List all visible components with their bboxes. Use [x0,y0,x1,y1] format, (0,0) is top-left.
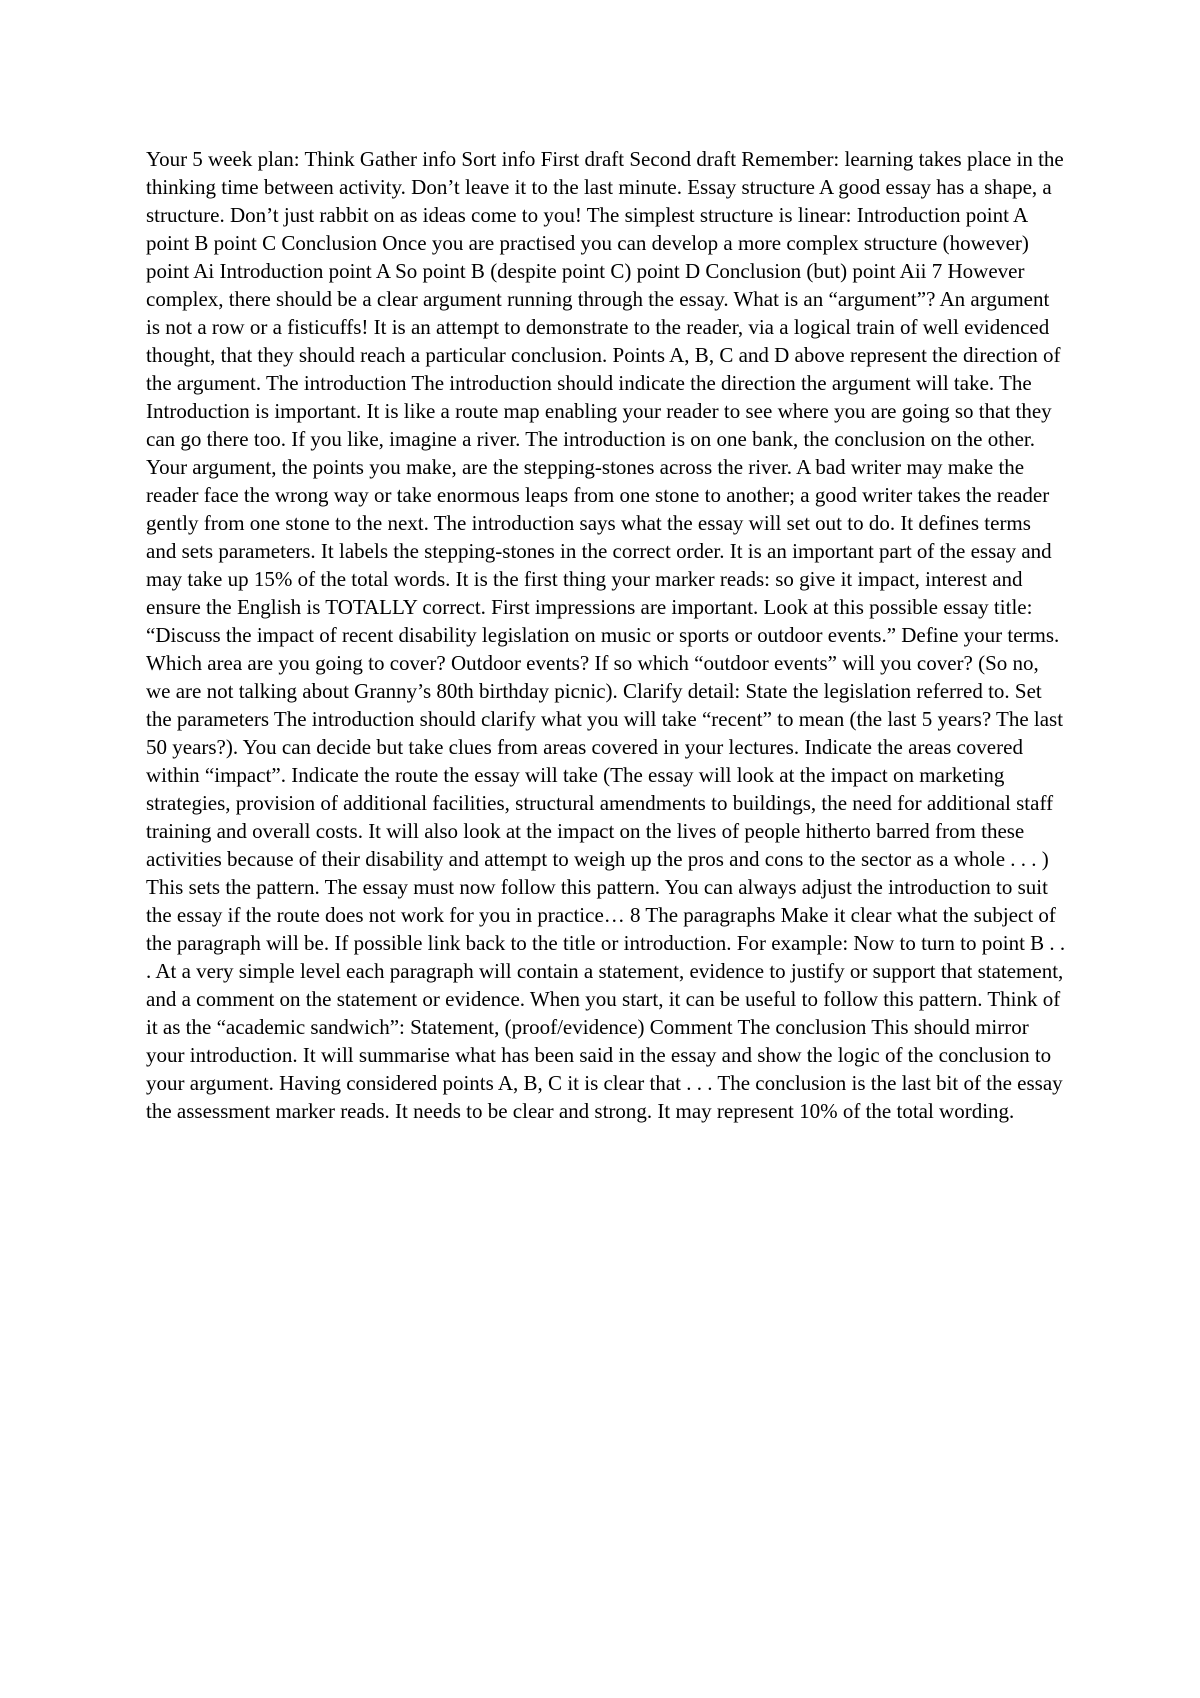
body-text: Your 5 week plan: Think Gather info Sort info First draft Second draft Remember: learning takes place in the thinking time between activity. Don’t leave it to the last minute. Essay structure A good essay has a shape, a structure. Don’t just rabbit on as ideas come to you! The simplest structure is linear: Introduction point A point B point C Conclusion Once you are practised you can develop a more complex structure (however) point Ai Introduction point A So point B (despite point C) point D Conclusion (but) point Aii 7 However complex, there should be a clear argument running through the essay. What is an “argument”? An argument is not a row or a fisticuffs! It is an attempt to demonstrate to the reader, via a logical train of well evidenced thought, that they should reach a particular conclusion. Points A, B, C and D above represent the direction of the argument. The introduction The introduction should indicate the direction the argument will take. The Introduction is important. It is like a route map enabling your reader to see where you are going so that they can go there too. If you like, imagine a river. The introduction is on one bank, the conclusion on the other. Your argument, the points you make, are the stepping-stones across the river. A bad writer may make the reader face the wrong way or take enormous leaps from one stone to another; a good writer takes the reader gently from one stone to the next. The introduction says what the essay will set out to do. It defines terms and sets parameters. It labels the stepping-stones in the correct order. It is an important part of the essay and may take up 15% of the total words. It is the first thing your marker reads: so give it impact, interest and ensure the English is TOTALLY correct. First impressions are important. Look at this possible essay title: “Discuss the impact of recent disability legislation on music or sports or outdoor events.” Define your terms. Which area are you going to cover? Outdoor events? If so which “outdoor events” will you cover? (So no, we are not talking about Granny’s 80th birthday picnic). Clarify detail: State the legislation referred to. Set the parameters The introduction should clarify what you will take “recent” to mean (the last 5 years? The last 50 years?). You can decide but take clues from areas covered in your lectures. Indicate the areas covered within “impact”. Indicate the route the essay will take (The essay will look at the impact on marketing strategies, provision of additional facilities, structural amendments to buildings, the need for additional staff training and overall costs. It will also look at the impact on the lives of people hitherto barred from these activities because of their disability and attempt to weigh up the pros and cons to the sector as a whole . . . ) This sets the pattern. The essay must now follow this pattern. You can always adjust the introduction to suit the essay if the route does not work for you in practice… 8 The paragraphs Make it clear what the subject of the paragraph will be. If possible link back to the title or introduction. For example: Now to turn to point B . . . At a very simple level each paragraph will contain a statement, evidence to justify or support that statement, and a comment on the statement or evidence. When you start, it can be useful to follow this pattern. Think of it as the “academic sandwich”: Statement, (proof/evidence) Comment The conclusion This should mirror your introduction. It will summarise what has been said in the essay and show the logic of the conclusion to your argument. Having considered points A, B, C it is clear that . . . The conclusion is the last bit of the essay the assessment marker reads. It needs to be clear and strong. It may represent 10% of the total wording. [146,147,1066,1123]
